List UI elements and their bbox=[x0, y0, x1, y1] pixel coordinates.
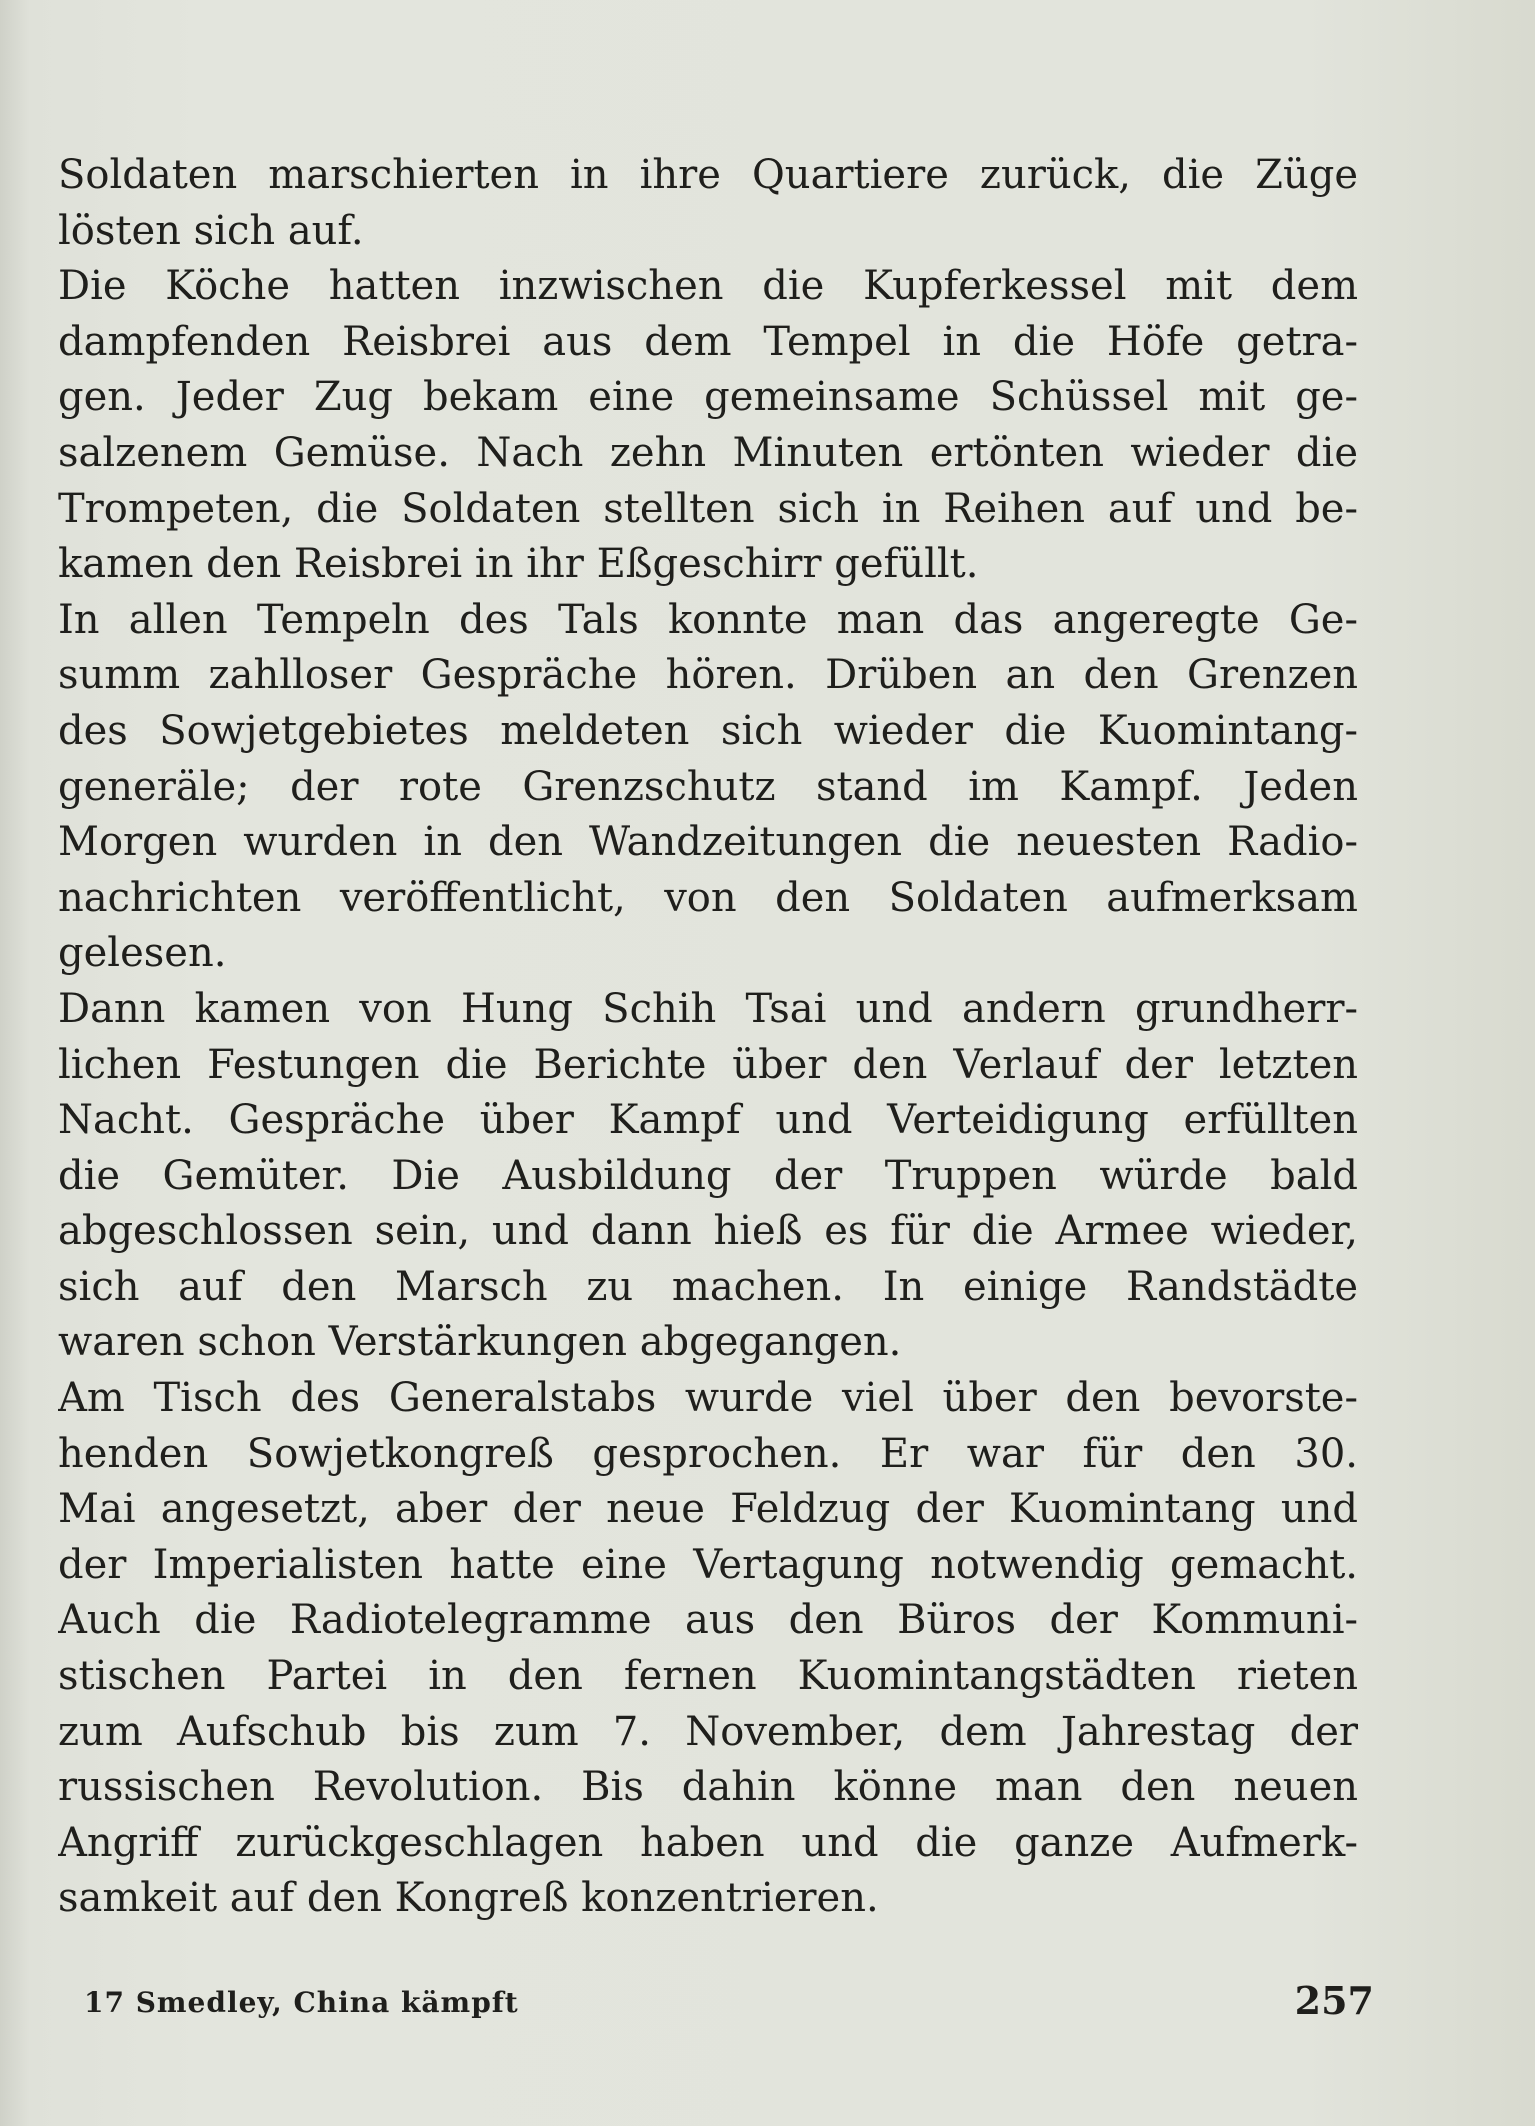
text-line: Angriff zurückgeschlagen haben und die ganze Aufmerk- bbox=[58, 1819, 1358, 1866]
text-line: Nacht. Gespräche über Kampf und Verteidigung erfüllten bbox=[58, 1097, 1358, 1144]
text-line: sich auf den Marsch zu machen. In einige Randstädte bbox=[58, 1263, 1358, 1310]
footer-signature: 17 Smedley, China kämpft bbox=[84, 1986, 519, 2019]
text-line: gelesen. bbox=[58, 930, 227, 977]
text-line: summ zahlloser Gespräche hören. Drüben an den Grenzen bbox=[58, 652, 1358, 699]
text-line: waren schon Verstärkungen abgegangen. bbox=[58, 1319, 902, 1366]
text-line: In allen Tempeln des Tals konnte man das angeregte Ge- bbox=[58, 596, 1358, 643]
text-line: russischen Revolution. Bis dahin könne man den neuen bbox=[58, 1764, 1358, 1811]
page-number: 257 bbox=[1294, 1978, 1374, 2023]
text-line: Mai angesetzt, aber der neue Feldzug der Kuomintang und bbox=[58, 1486, 1358, 1533]
text-line: lösten sich auf. bbox=[58, 207, 364, 254]
text-line: kamen den Reisbrei in ihr Eßgeschirr gefüllt. bbox=[58, 541, 979, 588]
text-line: Auch die Radiotelegramme aus den Büros der Kommuni- bbox=[58, 1597, 1358, 1644]
text-line: lichen Festungen die Berichte über den Verlauf der letzten bbox=[58, 1041, 1358, 1088]
text-line: samkeit auf den Kongreß konzentrieren. bbox=[58, 1875, 879, 1922]
text-line: Trompeten, die Soldaten stellten sich in Reihen auf und be- bbox=[58, 485, 1358, 532]
text-line: abgeschlossen sein, und dann hieß es für die Armee wieder, bbox=[58, 1208, 1358, 1255]
text-line: Dann kamen von Hung Schih Tsai und andern grundherr- bbox=[58, 985, 1358, 1032]
text-line: Morgen wurden in den Wandzeitungen die neuesten Radio- bbox=[58, 819, 1358, 866]
text-line: generäle; der rote Grenzschutz stand im Kampf. Jeden bbox=[58, 763, 1358, 810]
text-line: gen. Jeder Zug bekam eine gemeinsame Schüssel mit ge- bbox=[58, 374, 1358, 421]
body-text bbox=[58, 148, 1358, 1927]
text-line: Die Köche hatten inzwischen die Kupferkessel mit dem bbox=[58, 263, 1358, 310]
text-line: des Sowjetgebietes meldeten sich wieder die Kuomintang- bbox=[58, 707, 1358, 754]
text-line: Soldaten marschierten in ihre Quartiere zurück, die Züge bbox=[58, 152, 1358, 198]
text-line: stischen Partei in den fernen Kuomintangstädten rieten bbox=[58, 1653, 1358, 1700]
text-line: salzenem Gemüse. Nach zehn Minuten ertönten wieder die bbox=[58, 429, 1358, 476]
page-footer bbox=[84, 1978, 1374, 2028]
text-line: henden Sowjetkongreß gesprochen. Er war für den 30. bbox=[58, 1430, 1358, 1477]
text-line: Am Tisch des Generalstabs wurde viel über den bevorste- bbox=[58, 1375, 1358, 1422]
text-line: zum Aufschub bis zum 7. November, dem Jahrestag der bbox=[58, 1708, 1358, 1755]
text-line: die Gemüter. Die Ausbildung der Truppen würde bald bbox=[58, 1152, 1358, 1199]
text-line: der Imperialisten hatte eine Vertagung notwendig gemacht. bbox=[58, 1541, 1358, 1588]
text-line: dampfenden Reisbrei aus dem Tempel in die Höfe getra- bbox=[58, 318, 1358, 365]
text-line: nachrichten veröffentlicht, von den Soldaten aufmerksam bbox=[58, 874, 1358, 921]
